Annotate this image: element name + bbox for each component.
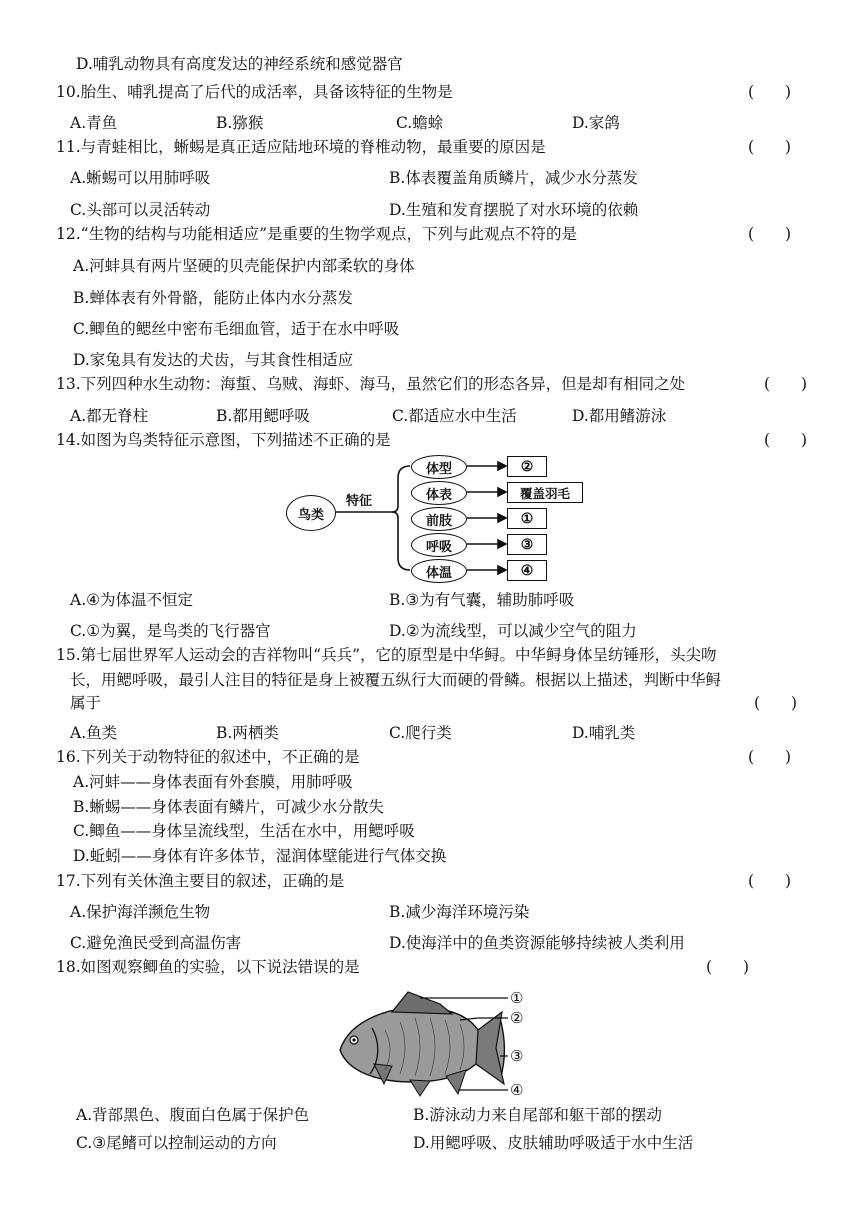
diagram-feature-node: 呼吸 (411, 533, 467, 557)
q13-option-d: D.都用鳍游泳 (572, 407, 667, 425)
diagram-feature-node: 体型 (411, 455, 467, 479)
q12-option-b: B.蝉体表有外骨骼，能防止体内水分蒸发 (73, 289, 353, 307)
carp-label: ④ (510, 1081, 524, 1099)
diagram-feature-node: 体温 (411, 559, 467, 583)
q13-option-a: A.都无脊柱 (70, 407, 149, 425)
q14-answer-paren: ( ) (764, 431, 808, 449)
q17-option-a: A.保护海洋濒危生物 (70, 903, 211, 921)
q17-option-d: D.使海洋中的鱼类资源能够持续被人类利用 (389, 934, 685, 952)
q15-option-b: B.两栖类 (216, 724, 279, 742)
q15-stem-line-3: 属于 (70, 694, 102, 712)
q17-stem: 17.下列有关休渔主要目的叙述，正确的是 (56, 872, 345, 890)
q15-answer-paren: ( ) (754, 694, 798, 712)
q15-option-c: C.爬行类 (389, 724, 452, 742)
diagram-target-box: ① (507, 508, 547, 529)
q16-option-d: D.蚯蚓——身体有许多体节，湿润体壁能进行气体交换 (73, 847, 447, 865)
q10-option-d: D.家鸽 (572, 114, 620, 132)
q14-option-a: A.④为体温不恒定 (70, 591, 194, 609)
q16-stem: 16.下列关于动物特征的叙述中，不正确的是 (56, 748, 360, 766)
q12-option-a: A.河蚌具有两片坚硬的贝壳能保护内部柔软的身体 (73, 257, 415, 275)
diagram-edge-label: 特征 (346, 494, 373, 509)
q11-option-b: B.体表覆盖角质鳞片，减少水分蒸发 (389, 169, 638, 187)
q17-option-b: B.减少海洋环境污染 (389, 903, 530, 921)
q16-option-b: B.蜥蜴——身体表面有鳞片，可减少水分散失 (73, 798, 384, 816)
diagram-target-box: 覆盖羽毛 (507, 482, 583, 503)
q10-option-c: C.蟾蜍 (396, 114, 444, 132)
q13-answer-paren: ( ) (764, 375, 808, 393)
q14-stem: 14.如图为鸟类特征示意图，下列描述不正确的是 (56, 431, 391, 449)
q12-option-c: C.鲫鱼的鳃丝中密布毛细血管，适于在水中呼吸 (73, 320, 400, 338)
q18-option-d: D.用鳃呼吸、皮肤辅助呼吸适于水中生活 (413, 1134, 694, 1152)
q18-option-c: C.③尾鳍可以控制运动的方向 (76, 1134, 277, 1152)
q15-stem-line-2: 长，用鳃呼吸，最引人注目的特征是身上被覆五纵行大而硬的骨鳞。根据以上描述，判断中华鲟 (70, 671, 722, 689)
carp-label: ③ (510, 1047, 524, 1065)
q18-answer-paren: ( ) (706, 958, 750, 976)
q10-answer-paren: ( ) (748, 83, 792, 101)
q14-option-b: B.③为有气囊，辅助肺呼吸 (389, 591, 575, 609)
q12-option-d: D.家兔具有发达的犬齿，与其食性相适应 (73, 351, 354, 369)
q10-option-a: A.青鱼 (70, 114, 118, 132)
q11-option-c: C.头部可以灵活转动 (70, 201, 211, 219)
q12-stem: 12.“生物的结构与功能相适应”是重要的生物学观点，下列与此观点不符的是 (56, 225, 578, 243)
q17-option-c: C.避免渔民受到高温伤害 (70, 934, 242, 952)
q18-option-a: A.背部黑色、腹面白色属于保护色 (76, 1106, 310, 1124)
q12-answer-paren: ( ) (748, 225, 792, 243)
diagram-root-node: 鸟类 (286, 495, 336, 531)
q11-option-a: A.蜥蜴可以用肺呼吸 (70, 169, 211, 187)
q17-answer-paren: ( ) (748, 872, 792, 890)
q14-option-d: D.②为流线型，可以减少空气的阻力 (389, 622, 637, 640)
q16-option-a: A.河蚌——身体表面有外套膜，用肺呼吸 (73, 773, 353, 791)
q18-option-b: B.游泳动力来自尾部和躯干部的摆动 (413, 1106, 662, 1124)
q15-option-a: A.鱼类 (70, 724, 118, 742)
diagram-target-box: ③ (507, 534, 547, 555)
q18-stem: 18.如图观察鲫鱼的实验，以下说法错误的是 (56, 958, 360, 976)
q15-option-d: D.哺乳类 (572, 724, 636, 742)
diagram-feature-node: 前肢 (411, 507, 467, 531)
q16-option-c: C.鲫鱼——身体呈流线型，生活在水中，用鳃呼吸 (73, 822, 415, 840)
q11-stem: 11.与青蛙相比，蜥蜴是真正适应陆地环境的脊椎动物，最重要的原因是 (56, 138, 546, 156)
diagram-feature-node: 体表 (411, 481, 467, 505)
q10-option-b: B.猕猴 (216, 114, 264, 132)
q11-option-d: D.生殖和发育摆脱了对水环境的依赖 (389, 201, 639, 219)
q9-option-d: D.哺乳动物具有高度发达的神经系统和感觉器官 (76, 55, 403, 73)
diagram-target-box: ② (507, 456, 547, 477)
q15-stem-line-1: 15.第七届世界军人运动会的吉祥物叫“兵兵”，它的原型是中华鲟。中华鲟身体呈纺锤形，头尖吻 (56, 646, 717, 664)
q13-option-c: C.都适应水中生活 (392, 407, 517, 425)
q14-option-c: C.①为翼，是鸟类的飞行器官 (70, 622, 271, 640)
diagram-target-box: ④ (507, 560, 547, 581)
q11-answer-paren: ( ) (748, 138, 792, 156)
q10-stem: 10.胎生、哺乳提高了后代的成活率，具备该特征的生物是 (56, 83, 453, 101)
q16-answer-paren: ( ) (748, 748, 792, 766)
q13-option-b: B.都用鳃呼吸 (216, 407, 310, 425)
q13-stem: 13.下列四种水生动物：海蜇、乌贼、海虾、海马，虽然它们的形态各异，但是却有相同之处 (56, 375, 686, 393)
carp-label: ① (510, 989, 524, 1007)
carp-label: ② (510, 1009, 524, 1027)
